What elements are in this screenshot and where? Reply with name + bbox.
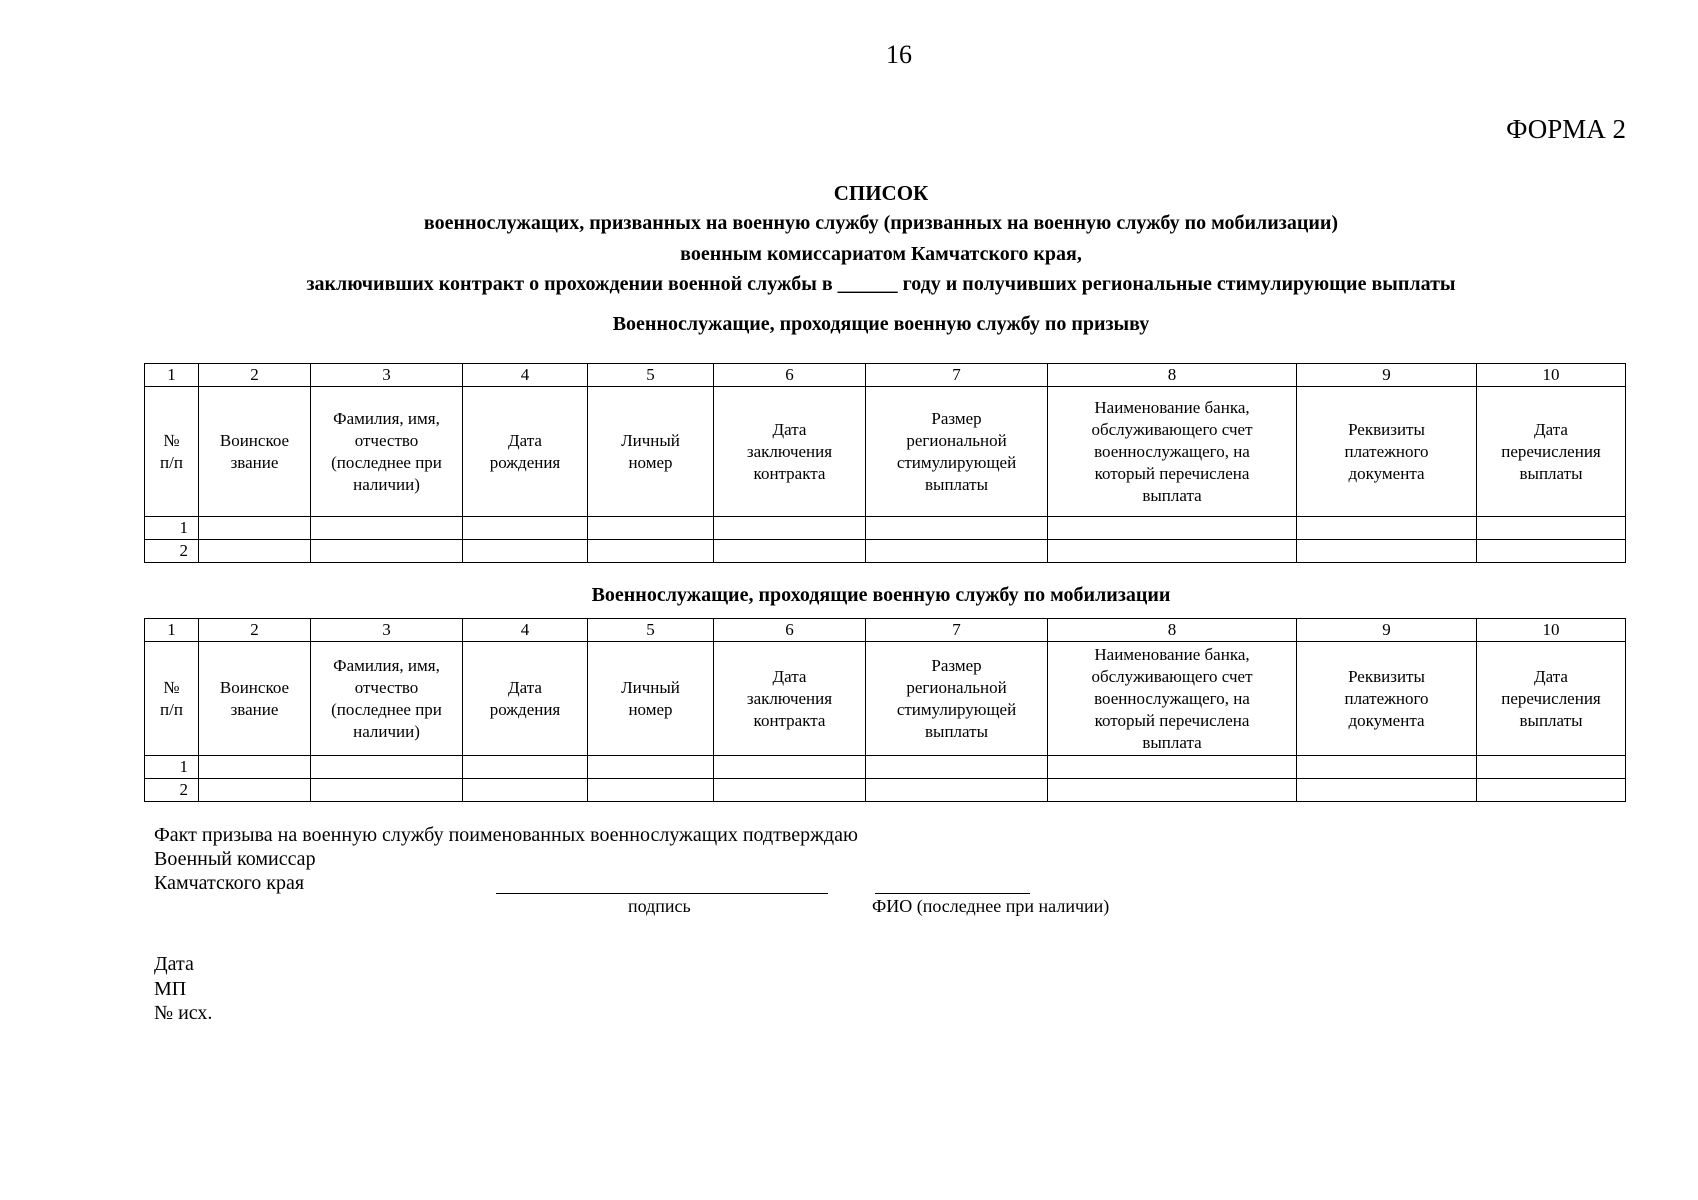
document-subtitle-line-1: военнослужащих, призванных на военную службу (призванных на военную службу по мобилизации) xyxy=(423,212,1339,234)
position-line-1: Военный комиссар xyxy=(154,848,316,870)
table-cell[interactable] xyxy=(1297,540,1477,563)
name-line xyxy=(875,893,1030,894)
column-number-cell: 6 xyxy=(714,619,866,642)
row-index-cell: 2 xyxy=(145,779,199,802)
table-row xyxy=(145,779,1626,802)
column-number-cell: 6 xyxy=(714,364,866,387)
table-cell[interactable] xyxy=(588,540,714,563)
section-title-mobilization: Военнослужащие, проходящие военную службу по мобилизации xyxy=(591,584,1171,606)
column-header-cell: Дата заключения контракта xyxy=(714,387,866,517)
column-number-cell: 8 xyxy=(1048,619,1297,642)
table-cell[interactable] xyxy=(714,540,866,563)
table-cell[interactable] xyxy=(199,517,311,540)
name-caption: ФИО (последнее при наличии) xyxy=(872,896,1110,916)
column-number-cell: 1 xyxy=(145,619,199,642)
column-header-cell: № п/п xyxy=(145,642,199,756)
table-cell[interactable] xyxy=(199,756,311,779)
column-number-cell: 3 xyxy=(311,619,463,642)
date-label: Дата xyxy=(154,953,194,975)
column-header-cell: Дата рождения xyxy=(463,387,588,517)
column-header-cell: Личный номер xyxy=(588,387,714,517)
table-cell[interactable] xyxy=(1477,540,1626,563)
column-header-cell: Воинское звание xyxy=(199,642,311,756)
column-header-cell: Наименование банка, обслуживающего счет военнослужащего, на который перечислена выплата xyxy=(1048,387,1297,517)
column-number-cell: 1 xyxy=(145,364,199,387)
table-cell[interactable] xyxy=(1477,756,1626,779)
column-number-row xyxy=(145,364,1626,387)
table-cell[interactable] xyxy=(311,779,463,802)
column-header-cell: Размер региональной стимулирующей выплаты xyxy=(866,642,1048,756)
table-cell[interactable] xyxy=(311,540,463,563)
table-cell[interactable] xyxy=(311,756,463,779)
table-cell[interactable] xyxy=(1477,779,1626,802)
table-mobilization xyxy=(144,618,1626,802)
column-header-cell: Фамилия, имя, отчество (последнее при наличии) xyxy=(311,387,463,517)
outgoing-number-label: № исх. xyxy=(154,1002,213,1024)
column-header-row xyxy=(145,387,1626,517)
column-number-cell: 2 xyxy=(199,619,311,642)
table-cell[interactable] xyxy=(311,517,463,540)
column-header-cell: Дата перечисления выплаты xyxy=(1477,642,1626,756)
table-cell[interactable] xyxy=(588,779,714,802)
table-cell[interactable] xyxy=(199,540,311,563)
table-cell[interactable] xyxy=(866,756,1048,779)
signature-caption: подпись xyxy=(628,896,691,916)
column-header-cell: Фамилия, имя, отчество (последнее при наличии) xyxy=(311,642,463,756)
table-cell[interactable] xyxy=(199,779,311,802)
column-header-cell: Личный номер xyxy=(588,642,714,756)
column-header-cell: Дата заключения контракта xyxy=(714,642,866,756)
table-cell[interactable] xyxy=(866,779,1048,802)
table-cell[interactable] xyxy=(1477,517,1626,540)
page-number: 16 xyxy=(886,40,912,69)
table-cell[interactable] xyxy=(1048,756,1297,779)
column-number-cell: 7 xyxy=(866,619,1048,642)
column-header-cell: Реквизиты платежного документа xyxy=(1297,642,1477,756)
table-cell[interactable] xyxy=(1297,517,1477,540)
column-number-cell: 10 xyxy=(1477,364,1626,387)
column-number-cell: 5 xyxy=(588,364,714,387)
table-cell[interactable] xyxy=(463,779,588,802)
table-conscription xyxy=(144,363,1626,563)
table-cell[interactable] xyxy=(866,540,1048,563)
table-cell[interactable] xyxy=(714,517,866,540)
table-row xyxy=(145,540,1626,563)
table-cell[interactable] xyxy=(463,540,588,563)
column-number-cell: 2 xyxy=(199,364,311,387)
column-header-cell: Дата рождения xyxy=(463,642,588,756)
column-header-row xyxy=(145,642,1626,756)
column-number-cell: 3 xyxy=(311,364,463,387)
table-row xyxy=(145,517,1626,540)
column-header-cell: Размер региональной стимулирующей выплаты xyxy=(866,387,1048,517)
column-number-cell: 8 xyxy=(1048,364,1297,387)
table-cell[interactable] xyxy=(588,517,714,540)
table-cell[interactable] xyxy=(714,779,866,802)
column-number-row xyxy=(145,619,1626,642)
table-cell[interactable] xyxy=(1048,517,1297,540)
column-number-cell: 4 xyxy=(463,619,588,642)
table-cell[interactable] xyxy=(714,756,866,779)
row-index-cell: 1 xyxy=(145,756,199,779)
table-row xyxy=(145,756,1626,779)
section-title-conscription: Военнослужащие, проходящие военную службу по призыву xyxy=(612,313,1150,335)
row-index-cell: 1 xyxy=(145,517,199,540)
column-header-cell: Наименование банка, обслуживающего счет военнослужащего, на который перечислена выплата xyxy=(1048,642,1297,756)
table-cell[interactable] xyxy=(866,517,1048,540)
table-cell[interactable] xyxy=(588,756,714,779)
column-number-cell: 4 xyxy=(463,364,588,387)
table-cell[interactable] xyxy=(1297,756,1477,779)
table-cell[interactable] xyxy=(1297,779,1477,802)
document-subtitle-line-3: заключивших контракт о прохождении военной службы в ______ году и получивших региональные стимулирующие выплаты xyxy=(306,273,1456,295)
column-number-cell: 5 xyxy=(588,619,714,642)
column-number-cell: 7 xyxy=(866,364,1048,387)
table-cell[interactable] xyxy=(1048,540,1297,563)
column-header-cell: № п/п xyxy=(145,387,199,517)
position-line-2: Камчатского края xyxy=(154,872,305,894)
form-label: ФОРМА 2 xyxy=(1506,114,1626,144)
column-number-cell: 9 xyxy=(1297,619,1477,642)
signature-line xyxy=(496,893,828,894)
column-header-cell: Реквизиты платежного документа xyxy=(1297,387,1477,517)
column-number-cell: 10 xyxy=(1477,619,1626,642)
table-cell[interactable] xyxy=(1048,779,1297,802)
stamp-label: МП xyxy=(154,978,187,1000)
table-cell[interactable] xyxy=(463,756,588,779)
confirmation-text: Факт призыва на военную службу поименованных военнослужащих подтверждаю xyxy=(154,824,858,846)
document-title: СПИСОК xyxy=(833,181,929,205)
column-header-cell: Воинское звание xyxy=(199,387,311,517)
row-index-cell: 2 xyxy=(145,540,199,563)
column-number-cell: 9 xyxy=(1297,364,1477,387)
table-cell[interactable] xyxy=(463,517,588,540)
column-header-cell: Дата перечисления выплаты xyxy=(1477,387,1626,517)
document-subtitle-line-2: военным комиссариатом Камчатского края, xyxy=(680,243,1082,265)
